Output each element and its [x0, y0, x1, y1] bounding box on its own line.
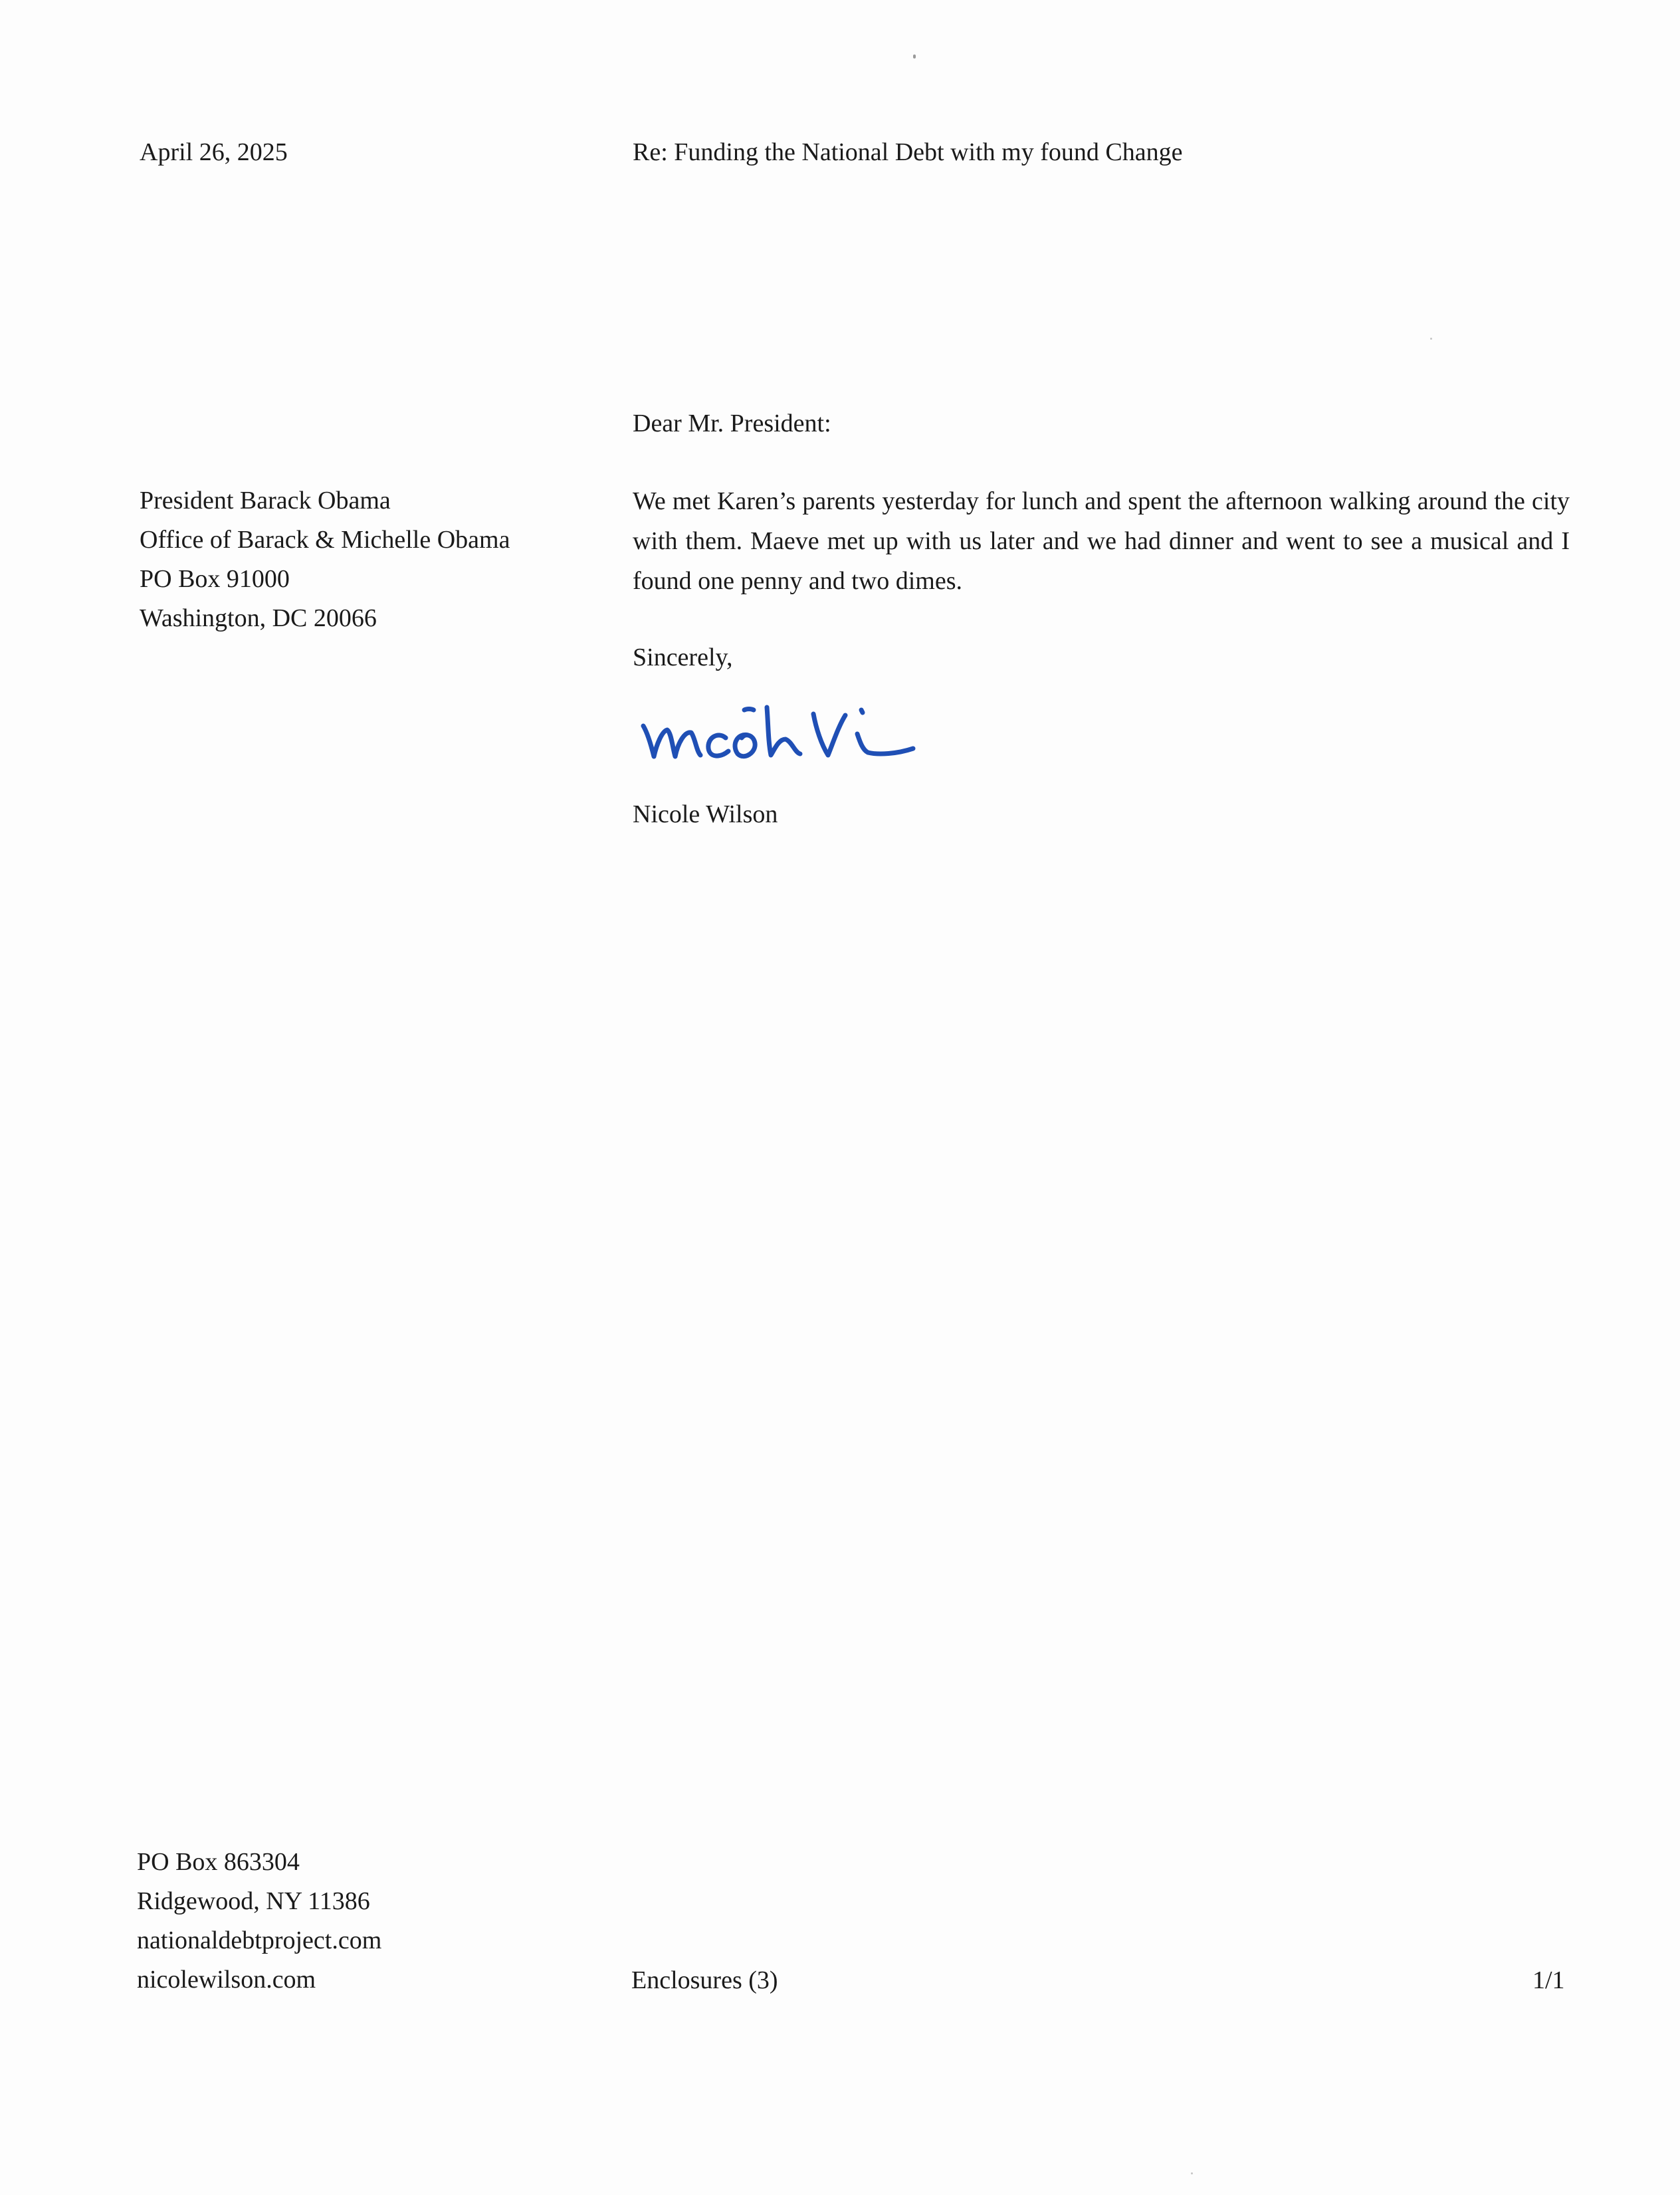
website-link-nicolewilson[interactable]: nicolewilson.com: [137, 1966, 316, 1994]
website-link-nationaldebtproject[interactable]: nationaldebtproject.com: [137, 1926, 382, 1954]
enclosures-note: Enclosures (3): [631, 1966, 778, 1994]
sender-po-box: PO Box 863304: [137, 1848, 300, 1876]
scan-speck: [1191, 2172, 1193, 2174]
closing: Sincerely,: [633, 643, 733, 671]
letter-body: We met Karen’s parents yesterday for lunch and spent the afternoon walking around the city with them. Maeve met up with us later and we had dinner and went to see a musical and I found one penny and two dimes.: [633, 487, 1570, 595]
scan-speck: [913, 55, 916, 58]
letter-date: April 26, 2025: [140, 138, 288, 166]
sender-address: [137, 1843, 381, 2000]
recipient-po-box: PO Box 91000: [140, 565, 290, 593]
sender-name: Nicole Wilson: [633, 800, 778, 828]
recipient-name: President Barack Obama: [140, 487, 391, 515]
sender-city: Ridgewood, NY 11386: [137, 1887, 370, 1915]
page-number: 1/1: [1532, 1966, 1565, 1994]
letter-subject: Re: Funding the National Debt with my found Change: [633, 138, 1183, 166]
handwritten-signature: [638, 691, 970, 778]
recipient-office: Office of Barack & Michelle Obama: [140, 526, 510, 554]
recipient-address: [140, 481, 510, 638]
recipient-city: Washington, DC 20066: [140, 604, 377, 632]
salutation: Dear Mr. President:: [633, 409, 831, 437]
scan-speck: [1430, 338, 1432, 340]
